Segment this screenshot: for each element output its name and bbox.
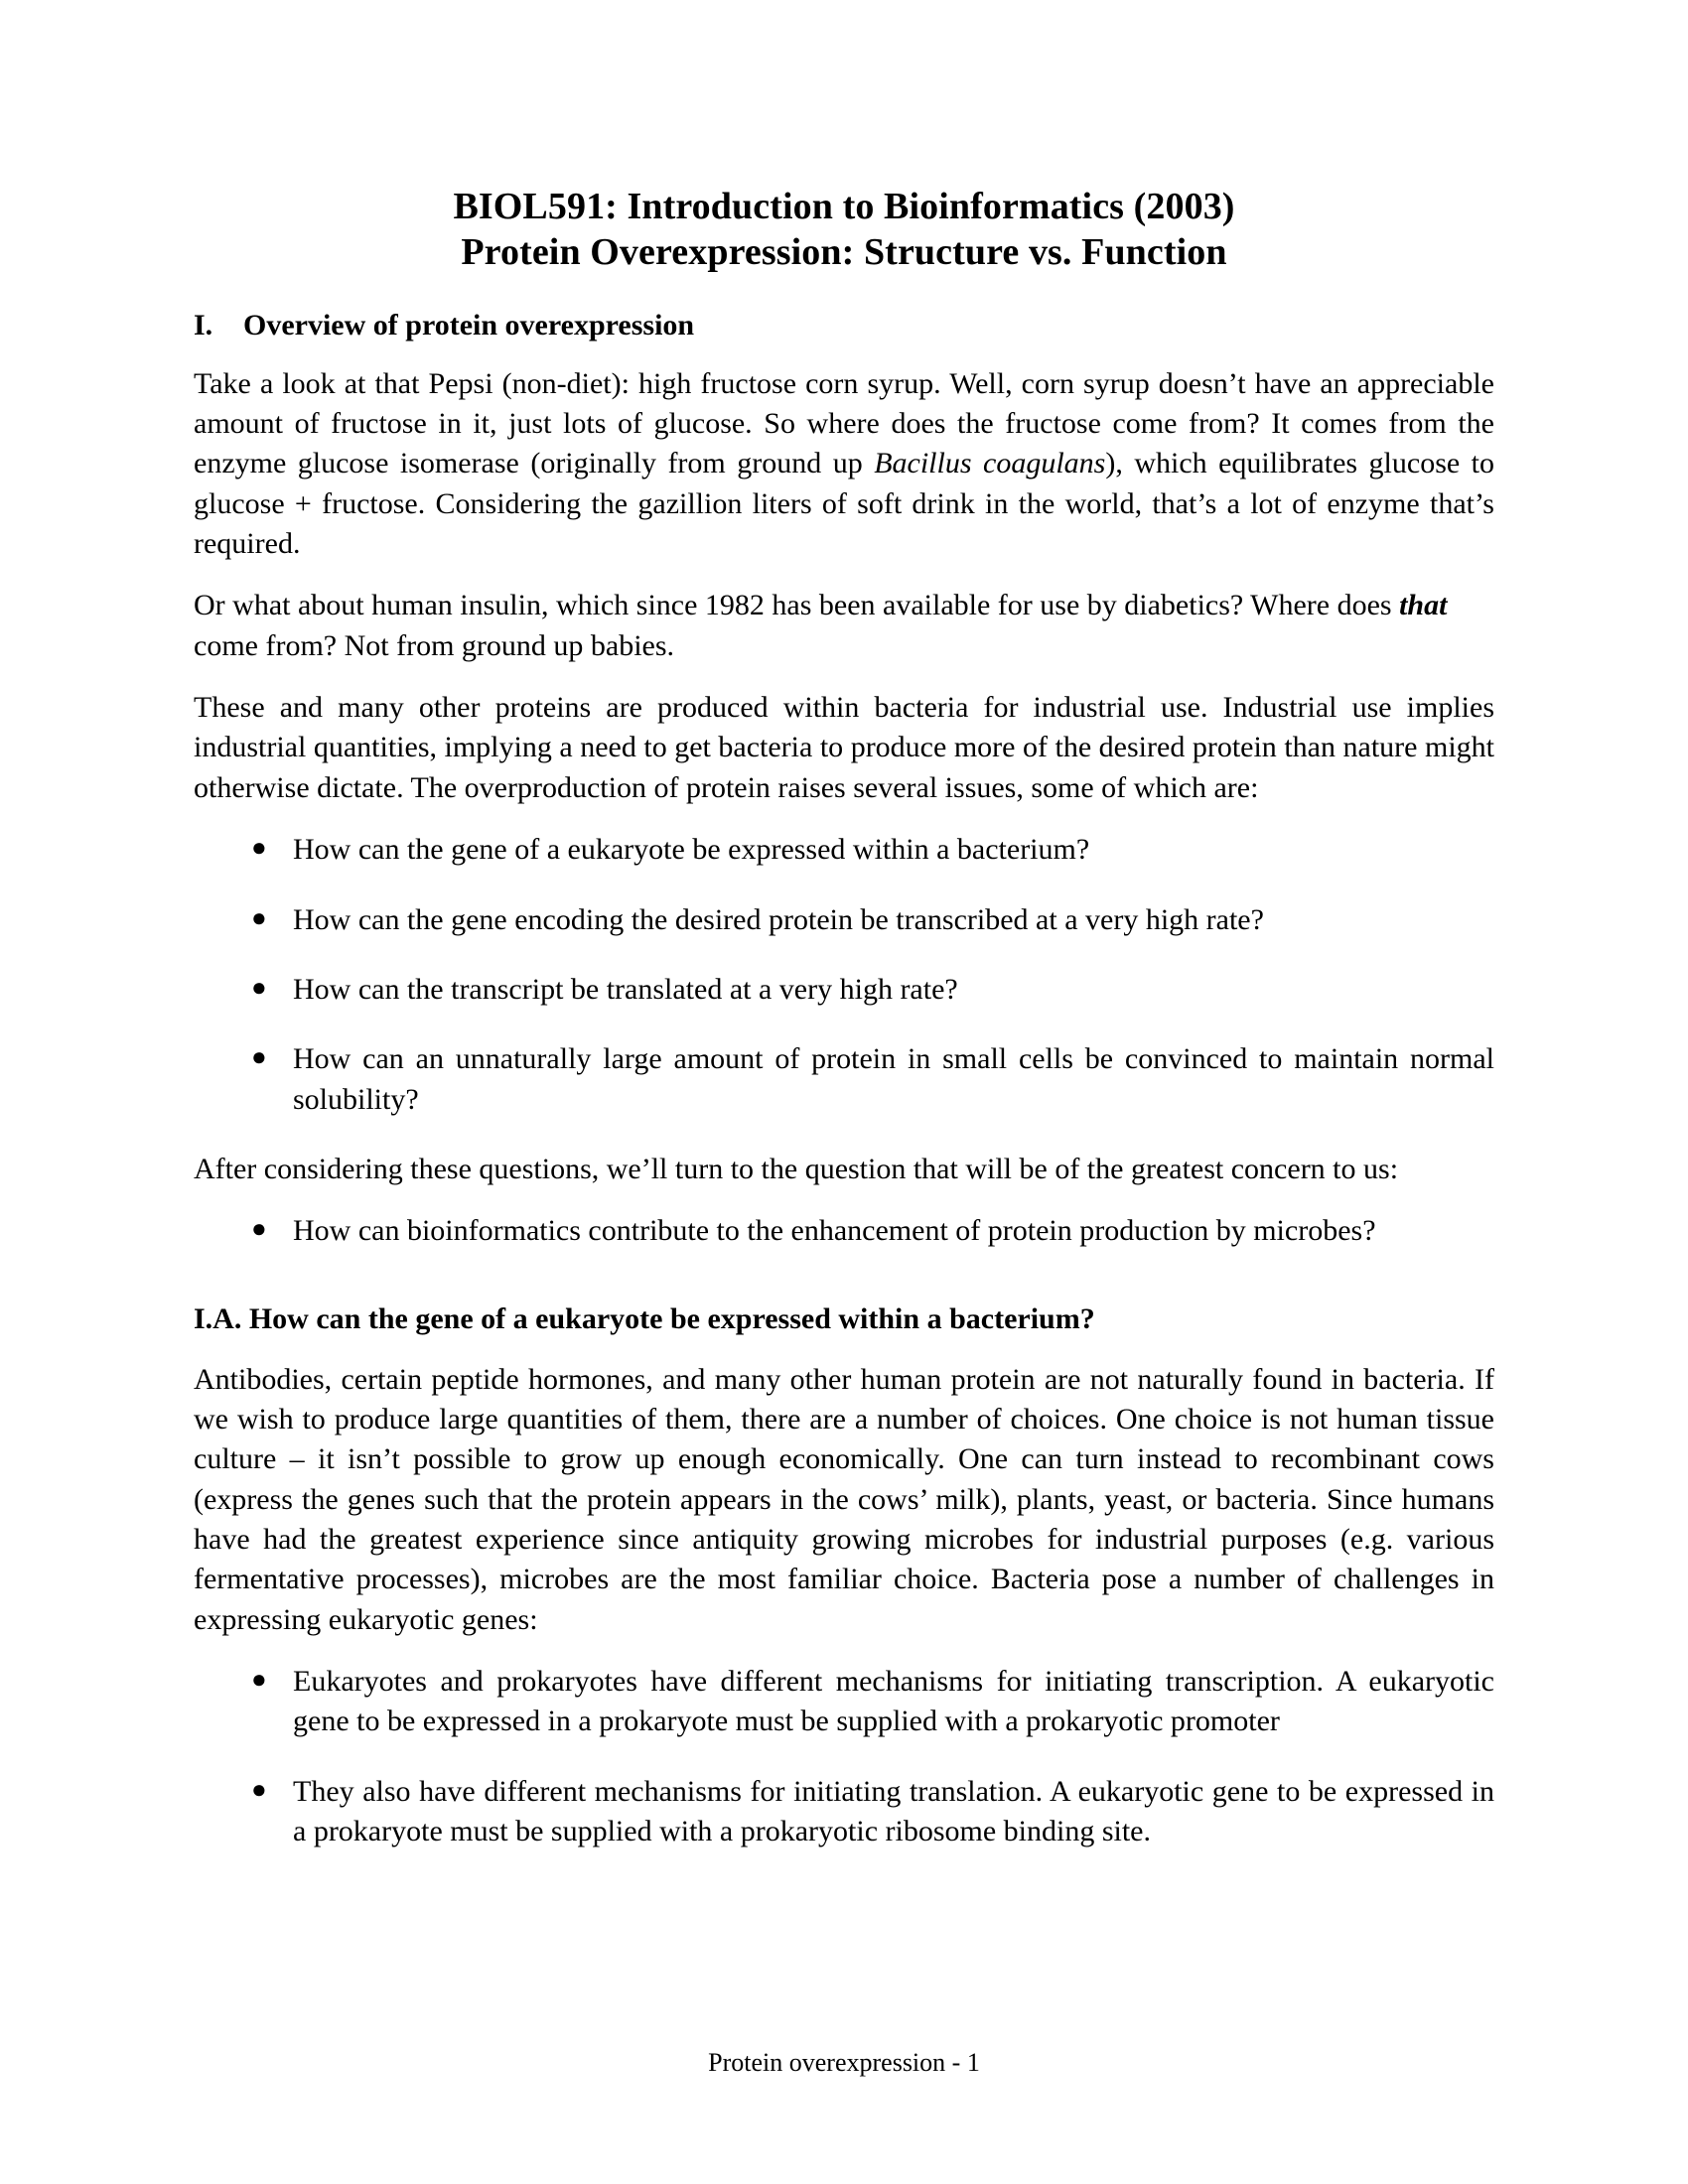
list-item-text: They also have different mechanisms for initiating translation. A eukaryotic gene to be expressed in a prokaryote must be supplied with a prokaryotic ribosome binding site. (293, 1774, 1494, 1847)
list-item-text: How can the transcript be translated at a very high rate? (293, 972, 958, 1006)
list-item-text: Eukaryotes and prokaryotes have different mechanisms for initiating transcription. A eukaryotic gene to be expressed in a prokaryote must be supplied with a prokaryotic promoter (293, 1664, 1494, 1738)
paragraph-insulin-part-1: Or what about human insulin, which since 1982 has been available for use by diabetics? Where does (194, 589, 1400, 622)
list-bacterial-challenges (194, 1662, 1494, 1851)
list-item (194, 1039, 1494, 1120)
species-name-bacillus-coagulans: Bacillus coagulans (874, 447, 1106, 480)
list-item (194, 1211, 1494, 1251)
paragraph-pepsi-fructose (194, 364, 1494, 565)
list-bioinformatics-question (194, 1211, 1494, 1251)
emphasis-that: that (1399, 589, 1448, 622)
list-item (194, 830, 1494, 870)
section-heading-eukaryote-expression: I.A. How can the gene of a eukaryote be expressed within a bacterium? (194, 1301, 1095, 1335)
bullet-icon: ● (251, 1664, 267, 1694)
list-overproduction-issues (194, 830, 1494, 1120)
list-item (194, 1772, 1494, 1852)
list-item (194, 1662, 1494, 1742)
paragraph-pepsi-part-2: ), which equilibrates glucose to glucose + fructose. Considering the gazillion liters of soft drink in the world, that’s a lot of enzyme that’s required. (194, 447, 1495, 561)
section-heading-text: Overview of protein overexpression (243, 308, 695, 341)
bullet-icon: ● (251, 972, 267, 1002)
list-item (194, 900, 1494, 940)
document-title-line-2: Protein Overexpression: Structure vs. Function (461, 231, 1227, 274)
paragraph-after-considering: After considering these questions, we’ll turn to the question that will be of the greatest concern to us: (194, 1152, 1399, 1185)
paragraph-insulin-part-2: come from? Not from ground up babies. (194, 628, 675, 662)
bullet-icon: ● (251, 1214, 267, 1244)
bullet-icon: ● (251, 1042, 267, 1072)
document-title-line-1: BIOL591: Introduction to Bioinformatics (2003) (453, 186, 1235, 227)
bullet-icon: ● (251, 1774, 267, 1804)
bullet-icon: ● (251, 833, 267, 863)
list-item-text: How can an unnaturally large amount of protein in small cells be convinced to maintain normal solubility? (293, 1042, 1494, 1116)
section-number: I. (194, 308, 213, 341)
paragraph-antibodies-hormones: Antibodies, certain peptide hormones, and many other human protein are not naturally found in bacteria. If we wish to produce large quantities of them, there are a number of choices. One choice is not human tissue culture – it isn’t possible to grow up enough economically. One can turn instead to recombinant cows (express the genes such that the protein appears in the cows’ milk), plants, yeast, or bacteria. Since humans have had the greatest experience since antiquity growing microbes for industrial purposes (e.g. various fermentative processes), microbes are the most familiar choice. Bacteria pose a number of challenges in expressing eukaryotic genes: (194, 1362, 1494, 1636)
paragraph-pepsi-part-1: Take a look at that Pepsi (non-diet): high fructose corn syrup. Well, corn syrup doesn’t have an appreciable amount of fructose in it, just lots of glucose. So where does the fructose come from? It comes from the enzyme glucose isomerase (originally from ground up (194, 366, 1494, 480)
section-heading-overview (194, 306, 1494, 344)
list-item-text: How can the gene encoding the desired protein be transcribed at a very high rate? (293, 902, 1264, 936)
list-item (194, 970, 1494, 1010)
document-title (194, 184, 1494, 276)
page-content (194, 184, 1494, 1881)
list-item-text: How can bioinformatics contribute to the enhancement of protein production by microbes? (293, 1214, 1376, 1248)
bullet-icon: ● (251, 902, 267, 932)
paragraph-human-insulin (194, 586, 1494, 666)
list-item-text: How can the gene of a eukaryote be expressed within a bacterium? (293, 833, 1090, 867)
page-footer: Protein overexpression - 1 (708, 2048, 980, 2077)
paragraph-industrial-use: These and many other proteins are produced within bacteria for industrial use. Industrial use implies industrial quantities, implying a need to get bacteria to produce more of the desired protein than nature might otherwise dictate. The overproduction of protein raises several issues, some of which are: (194, 691, 1494, 804)
